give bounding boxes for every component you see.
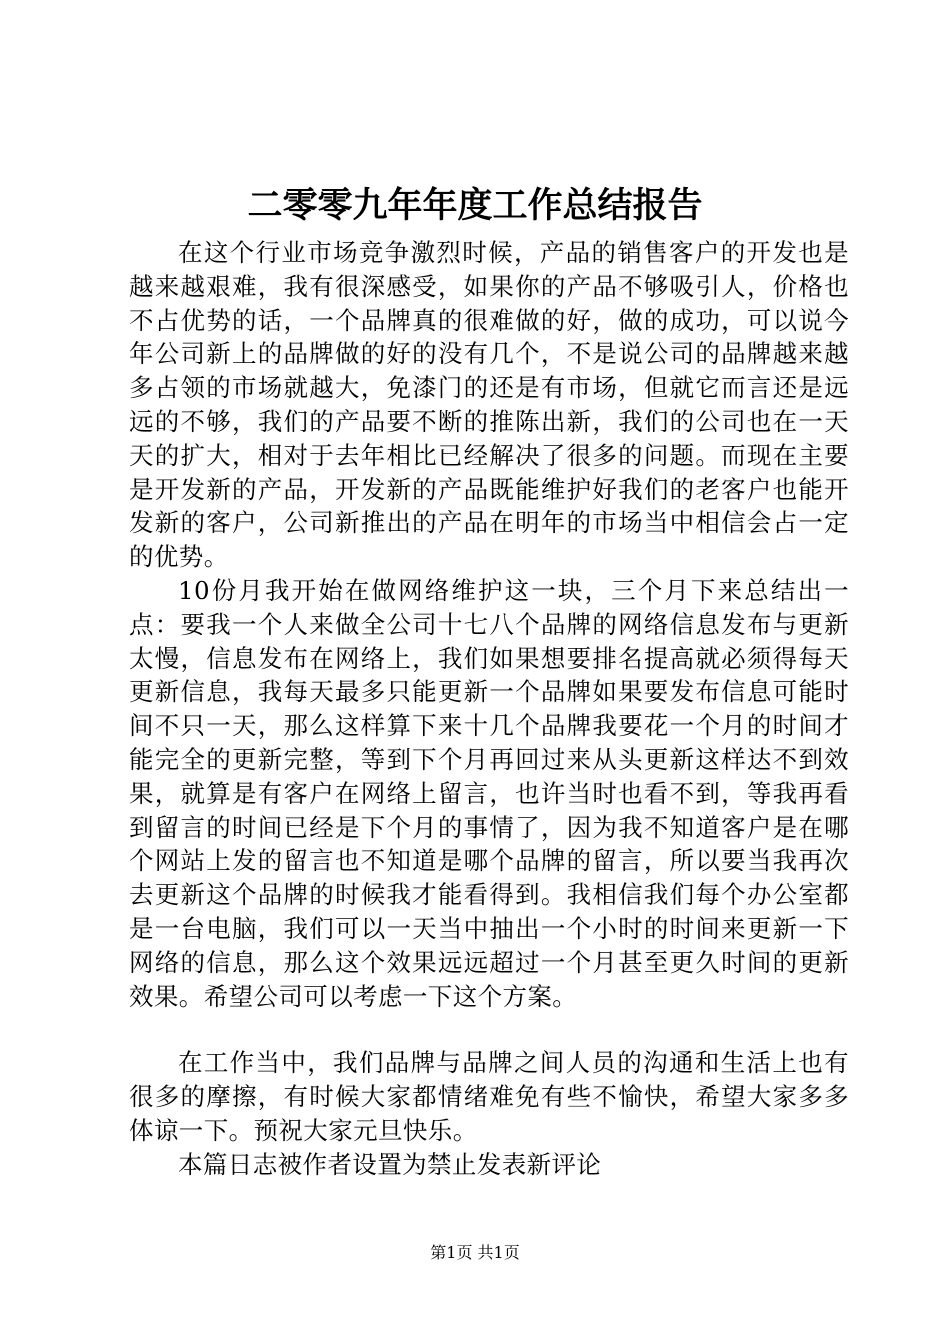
- document-title: 二零零九年年度工作总结报告: [247, 185, 703, 226]
- paragraph-market: 在这个行业市场竞争激烈时候，产品的销售客户的开发也是越来越艰难，我有很深感受，如果你的产品不够吸引人，价格也不占优势的话，一个品牌真的很难做的好，做的成功，可以说今年公司新上的品牌做的好的没有几个，不是说公司的品牌越来越多占领的市场就越大，免漆门的还是有市场，但就它而言还是远远的不够，我们的产品要不断的推陈出新，我们的公司也在一天天的扩大，相对于去年相比已经解决了很多的问题。而现在主要是开发新的产品，开发新的产品既能维护好我们的老客户也能开发新的客户，公司新推出的产品在明年的市场当中相信会占一定的优势。: [129, 238, 849, 572]
- document-body: [129, 236, 849, 1182]
- comment-disabled-note: 本篇日志被作者设置为禁止发表新评论: [178, 1149, 602, 1179]
- paragraph-teamwork: 在工作当中，我们品牌与品牌之间人员的沟通和生活上也有很多的摩擦，有时候大家都情绪难免有些不愉快，希望大家多多体谅一下。预祝大家元旦快乐。: [129, 1048, 849, 1145]
- paragraph-network: 10份月我开始在做网络维护这一块，三个月下来总结出一点：要我一个人来做全公司十七八个品牌的网络信息发布与更新太慢，信息发布在网络上，我们如果想要排名提高就必须得每天更新信息，我每天最多只能更新一个品牌如果要发布信息可能时间不只一天，那么这样算下来十几个品牌我要花一个月的时间才能完全的更新完整，等到下个月再回过来从头更新这样达不到效果，就算是有客户在网络上留言，也许当时也看不到，等我再看到留言的时间已经是下个月的事情了，因为我不知道客户是在哪个网站上发的留言也不知道是哪个品牌的留言，所以要当我再次去更新这个品牌的时候我才能看得到。我相信我们每个办公室都是一台电脑，我们可以一天当中抽出一个小时的时间来更新一下网络的信息，那么这个效果远远超过一个月甚至更久时间的更新效果。希望公司可以考虑一下这个方案。: [129, 575, 849, 1011]
- page-number-footer: 第1页 共1页: [430, 1243, 520, 1262]
